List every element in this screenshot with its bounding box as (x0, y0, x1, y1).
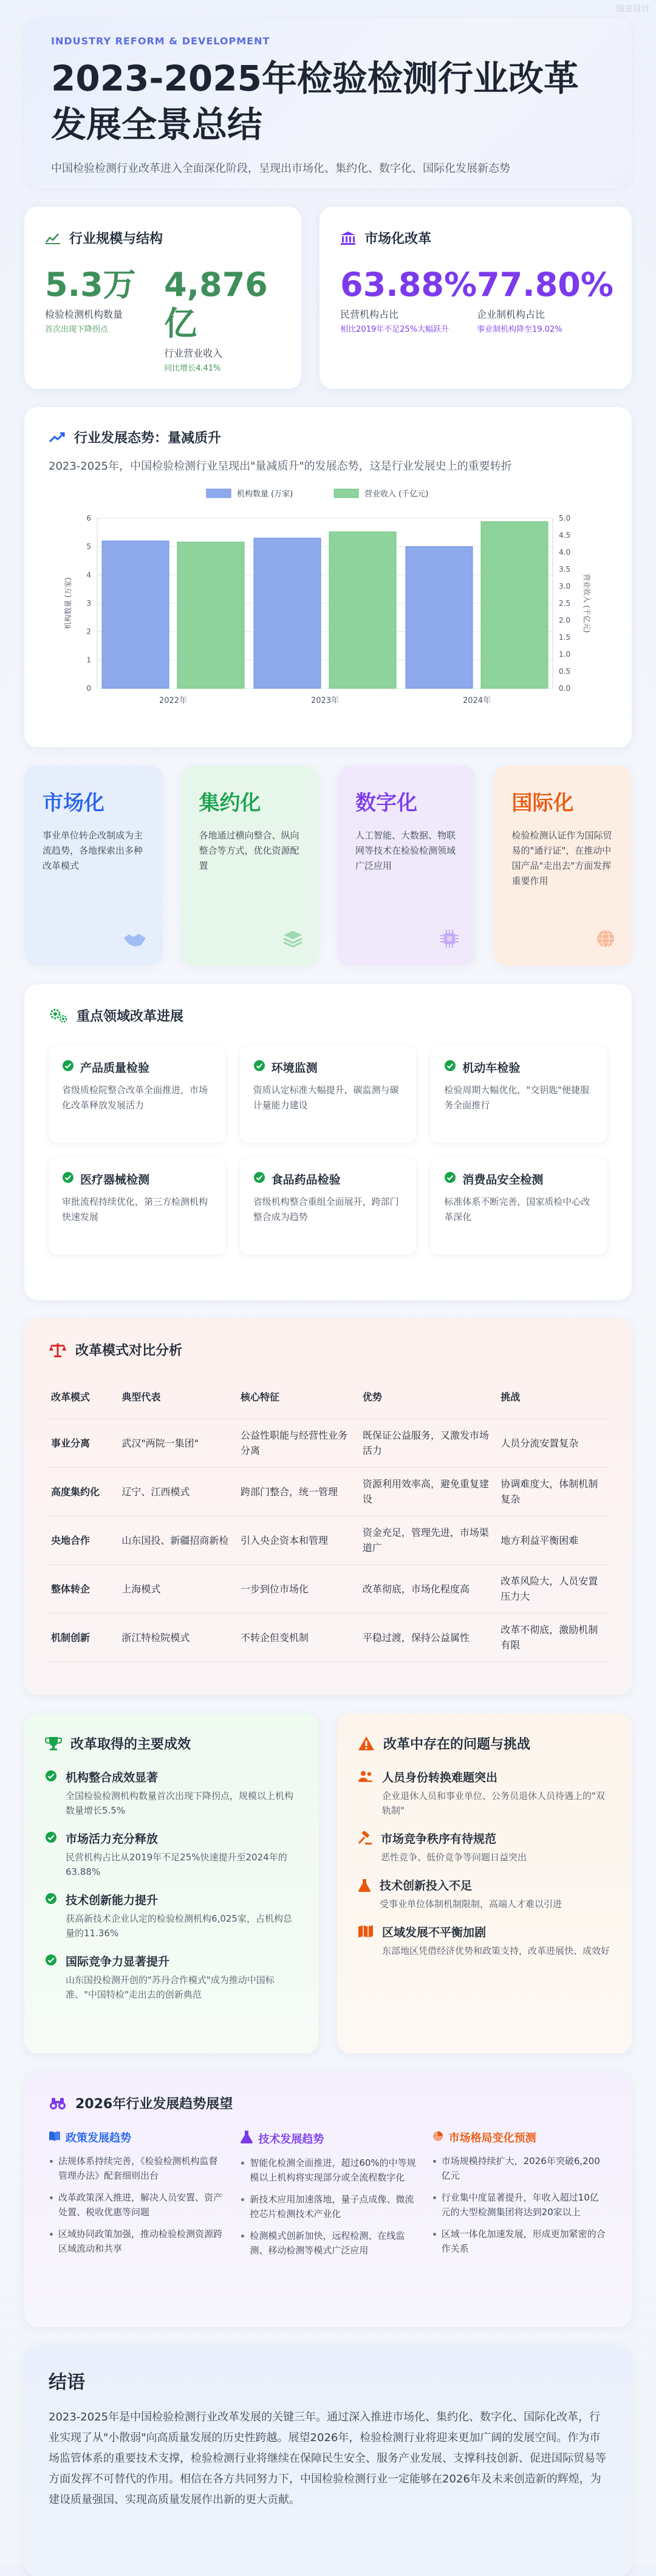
enterprise-share-note: 事业制机构降至19.02% (477, 325, 562, 334)
table-cell: 武汉"两院一集团" (119, 1419, 238, 1467)
comparison-card-title: 改革模式对比分析 (75, 1343, 183, 1358)
challenge-item (358, 1923, 611, 1958)
challenge-item (358, 1830, 611, 1865)
warning-icon (358, 1736, 375, 1752)
book-icon (49, 2131, 61, 2145)
progress-item (49, 1157, 225, 1255)
table-header-cell: 优势 (360, 1376, 498, 1419)
trend-tile (494, 766, 632, 966)
y-left-tick-label: 4 (86, 570, 91, 580)
private-share-value: 63.88% (340, 265, 477, 304)
y-right-tick-label: 3.5 (559, 565, 571, 574)
revenue-label: 行业营业收入 (164, 348, 223, 359)
achievement-head: 机构整合成效显著 (66, 1771, 159, 1784)
trend-tile (337, 766, 476, 966)
progress-card (24, 984, 632, 1300)
hero-header (24, 18, 632, 188)
table-header-cell: 核心特征 (238, 1376, 360, 1419)
x-tick-label: 2023年 (310, 696, 340, 705)
flask-icon (240, 2129, 253, 2147)
table-cell: 事业分离 (49, 1419, 119, 1467)
map-icon (358, 1925, 374, 1958)
progress-card-title: 重点领域改革进展 (77, 1009, 184, 1024)
outlook-list-item: 新技术应用加速落地，量子点成像、微流控芯片检测技术产业化 (240, 2192, 415, 2221)
table-cell: 人员分流安置复杂 (498, 1419, 607, 1467)
handshake-icon (123, 931, 147, 951)
y-right-tick-label: 1.5 (559, 633, 571, 642)
y-right-tick-label: 2.5 (559, 599, 571, 608)
bar-institutions (102, 541, 169, 688)
table-cell: 协调难度大，体制机制复杂 (498, 1467, 607, 1516)
y-right-tick-label: 3.0 (559, 582, 571, 591)
chip-icon (439, 928, 460, 951)
progress-item-text: 省级机构整合重组全面展开，跨部门整合成为趋势 (253, 1196, 399, 1222)
legend-label: 营业收入 (千亿元) (364, 490, 429, 499)
table-cell: 改革彻底，市场化程度高 (360, 1564, 498, 1613)
table-cell: 跨部门整合，统一管理 (238, 1467, 360, 1516)
revenue-value: 4,876亿 (164, 265, 268, 343)
table-cell: 央地合作 (49, 1516, 119, 1564)
trend-chart-card (24, 407, 632, 747)
globe-icon (595, 928, 616, 951)
challenge-head: 技术创新投入不足 (380, 1879, 473, 1893)
check-circle-icon (62, 1060, 74, 1075)
challenges-title: 改革中存在的问题与挑战 (383, 1737, 531, 1752)
outlook-list-item: 区域一体化加速发展，形成更加紧密的合作关系 (432, 2227, 607, 2256)
progress-item-title: 食品药品检验 (271, 1173, 341, 1187)
gears-icon (49, 1008, 68, 1024)
scale-card (24, 207, 301, 389)
achievements-card (24, 1713, 319, 2054)
achievements-title: 改革取得的主要成效 (70, 1737, 191, 1752)
x-tick-label: 2022年 (159, 696, 188, 705)
outlook-list-item: 市场规模持续扩大，2026年突破6,200亿元 (432, 2154, 607, 2183)
conclusion-text: 2023-2025年是中国检验检测行业改革发展的关键三年。通过深入推进市场化、集约化、数字化、国际化改革，行业实现了从"小散弱"向高质量发展的历史性跨越。展望2026年，检验检测行业将迎来更加广阔的发展空间。作为市场监管体系的重要技术支撑，检验检测行业将继续在保障民生安全、服务产业发展、支撑科技创新、促进国际贸易等方面发挥不可替代的作用。相信在各方共同努力下，中国检验检测行业一定能够在2026年及未来创造新的辉煌，为建设质量强国、实现高质量发展作出新的更大贡献。 (49, 2411, 606, 2506)
check-circle-icon (62, 1171, 74, 1187)
achievement-item (45, 1891, 298, 1941)
progress-item (431, 1157, 607, 1255)
y-left-tick-label: 3 (86, 599, 91, 608)
trend-tile-title: 市场化 (43, 791, 104, 815)
outlook-list-item: 改革政策深入推进，解决人员安置、资产处置、税收优惠等问题 (49, 2190, 224, 2219)
challenge-item (358, 1877, 611, 1911)
outlook-list-item: 法规体系持续完善，《检验检测机构监督管理办法》配套细则出台 (49, 2154, 224, 2183)
challenge-text: 企业退休人员和事业单位、公务员退休人员待遇上的"双轨制" (382, 1790, 605, 1816)
watermark: 图虫设计 (616, 4, 650, 14)
outlook-card (24, 2072, 632, 2327)
progress-item (431, 1046, 607, 1143)
check-circle-icon (45, 1831, 57, 1879)
challenge-item (358, 1769, 611, 1818)
private-share-label: 民营机构占比 (340, 309, 399, 320)
progress-item-text: 检验周期大幅优化，"交钥匙"便捷服务全面推行 (444, 1084, 590, 1111)
table-cell: 上海模式 (119, 1564, 238, 1613)
table-cell: 既保证公益服务，又激发市场活力 (360, 1419, 498, 1467)
achievement-item (45, 1769, 298, 1818)
line-chart-icon (45, 231, 61, 245)
table-cell: 整体转企 (49, 1564, 119, 1613)
check-circle-icon (444, 1060, 456, 1075)
y-right-axis-label: 营业收入 (千亿元) (583, 574, 591, 633)
scale-card-title: 行业规模与结构 (69, 231, 163, 247)
trend-tile-text: 事业单位转企改制成为主流趋势，各地探索出多种改革模式 (43, 830, 143, 871)
achievement-head: 国际竞争力显著提升 (66, 1955, 170, 1968)
outlook-column-head: 技术发展趋势 (258, 2132, 324, 2146)
table-row (49, 1564, 607, 1613)
challenge-text: 东部地区凭借经济优势和政策支持，改革进展快、成效好 (382, 1945, 610, 1956)
progress-item (240, 1046, 417, 1143)
x-tick-label: 2024年 (462, 696, 491, 705)
conclusion-card (24, 2345, 632, 2576)
y-left-axis-label: 机构数量 (万家) (64, 577, 72, 629)
table-cell: 改革不彻底，激励机制有限 (498, 1613, 607, 1662)
trend-tile-title: 数字化 (355, 791, 417, 815)
progress-item-title: 消费品安全检测 (462, 1173, 544, 1187)
trend-tile (181, 766, 319, 966)
achievement-text: 全国检验检测机构数量首次出现下降拐点，规模以上机构数量增长5.5% (66, 1790, 294, 1816)
trend-tile-text: 人工智能、大数据、物联网等技术在检验检测领域广泛应用 (355, 830, 456, 871)
achievement-text: 山东国投检测开创的"苏丹合作模式"成为推动中国标准、"中国特检"走出去的创新典范 (66, 1975, 275, 2000)
page-title: 2023-2025年检验检测行业改革发展全景总结 (51, 58, 579, 145)
achievement-text: 获高新技术企业认定的检验检测机构6,025家，占机构总量的11.36% (66, 1913, 292, 1939)
pie-chart-icon (432, 2130, 444, 2145)
progress-item-text: 资质认定标准大幅提升，碳监测与碳计量能力建设 (253, 1084, 399, 1111)
table-cell: 浙江特检院模式 (119, 1613, 238, 1662)
challenge-head: 市场竞争秩序有待规范 (381, 1832, 497, 1846)
market-card (319, 207, 632, 389)
outlook-title: 2026年行业发展趋势展望 (75, 2097, 233, 2112)
outlook-column (49, 2129, 224, 2265)
y-right-tick-label: 4.0 (559, 548, 571, 557)
achievement-item (45, 1953, 298, 2002)
outlook-list-item: 区域协同政策加强，推动检验检测资源跨区域流动和共享 (49, 2227, 224, 2256)
progress-item-text: 标准体系不断完善，国家质检中心改革深化 (444, 1196, 590, 1222)
trend-tile-text: 检验检测认证作为国际贸易的"通行证"，在推动中国产品"走出去"方面发挥重要作用 (511, 830, 612, 886)
legend-swatch (334, 489, 358, 498)
bar-revenue (481, 522, 548, 688)
table-header-cell: 改革模式 (49, 1376, 119, 1419)
progress-item-title: 机动车检验 (462, 1061, 521, 1075)
progress-item-title: 产品质量检验 (80, 1061, 150, 1075)
bank-icon (340, 231, 356, 245)
table-cell: 高度集约化 (49, 1467, 119, 1516)
check-circle-icon (253, 1171, 265, 1187)
y-right-tick-label: 2.0 (559, 616, 571, 625)
y-left-tick-label: 2 (86, 627, 91, 636)
hero-kicker: INDUSTRY REFORM & DEVELOPMENT (51, 35, 270, 47)
trend-up-icon (49, 431, 66, 444)
trend-tile-title: 集约化 (199, 791, 261, 815)
people-icon (358, 1770, 374, 1818)
bar-institutions (406, 547, 473, 688)
table-row (49, 1419, 607, 1467)
bar-institutions (254, 538, 321, 688)
table-row (49, 1467, 607, 1516)
table-cell: 引入央企资本和管理 (238, 1516, 360, 1564)
flask-icon (358, 1878, 371, 1911)
private-share-note: 相比2019年不足25%大幅跃升 (340, 325, 449, 334)
challenge-head: 人员身份转换难题突出 (382, 1771, 498, 1784)
legend-label: 机构数量 (万家) (237, 490, 293, 499)
table-cell: 机制创新 (49, 1613, 119, 1662)
legend-swatch (207, 489, 231, 498)
check-circle-icon (45, 1954, 57, 2002)
outlook-list-item: 检测模式创新加快，远程检测、在线监测、移动检测等模式广泛应用 (240, 2228, 415, 2258)
comparison-table (49, 1376, 607, 1662)
achievement-head: 技术创新能力提升 (66, 1894, 159, 1907)
table-cell: 平稳过渡，保持公益属性 (360, 1613, 498, 1662)
table-cell: 一步到位市场化 (238, 1564, 360, 1613)
outlook-column (240, 2129, 415, 2265)
table-header-cell: 典型代表 (119, 1376, 238, 1419)
progress-item (240, 1157, 417, 1255)
y-left-tick-label: 5 (86, 542, 91, 551)
y-right-tick-label: 0.0 (559, 684, 571, 693)
table-cell: 资金充足，管理先进，市场渠道广 (360, 1516, 498, 1564)
outlook-list-item: 行业集中度显著提升，年收入超过10亿元的大型检测集团将达到20家以上 (432, 2190, 607, 2219)
outlook-list-item: 智能化检测全面推进，超过60%的中等规模以上机构将实现部分或全流程数字化 (240, 2156, 415, 2185)
binoculars-icon (49, 2096, 67, 2111)
table-cell: 不转企但变机制 (238, 1613, 360, 1662)
y-left-tick-label: 1 (86, 656, 91, 665)
challenge-text: 恶性竞争、低价竞争等问题日益突出 (381, 1852, 527, 1863)
y-right-tick-label: 4.5 (559, 531, 571, 540)
trend-tile (24, 766, 163, 966)
achievement-item (45, 1830, 298, 1879)
enterprise-share-value: 77.80% (477, 265, 613, 304)
bar-revenue (329, 532, 396, 688)
conclusion-title: 结语 (49, 2372, 85, 2393)
check-circle-icon (45, 1893, 57, 1941)
outlook-column-head: 政策发展趋势 (66, 2132, 131, 2145)
institution-count-value: 5.3万 (45, 265, 136, 304)
trend-card-title: 行业发展态势：量减质升 (74, 431, 222, 446)
revenue-note: 同比增长4.41% (164, 364, 221, 373)
progress-item-text: 审批流程持续优化，第三方检测机构快速发展 (62, 1196, 208, 1222)
table-header-cell: 挑战 (498, 1376, 607, 1419)
outlook-column (432, 2129, 607, 2265)
table-row (49, 1613, 607, 1662)
progress-item-title: 环境监测 (271, 1061, 318, 1075)
page-subtitle: 中国检验检测行业改革进入全面深化阶段，呈现出市场化、集约化、数字化、国际化发展新态势 (51, 162, 510, 175)
progress-item (49, 1046, 225, 1143)
check-circle-icon (45, 1770, 57, 1818)
outlook-column-head: 市场格局变化预测 (448, 2132, 536, 2145)
y-right-tick-label: 0.5 (559, 667, 571, 676)
challenge-head: 区域发展不平衡加剧 (382, 1926, 487, 1939)
y-right-tick-label: 1.0 (559, 650, 571, 659)
table-cell: 山东国投、新疆招商新检 (119, 1516, 238, 1564)
gavel-icon (358, 1831, 372, 1865)
bar-revenue (177, 542, 244, 688)
achievement-head: 市场活力充分释放 (66, 1832, 159, 1846)
check-circle-icon (444, 1171, 456, 1187)
layers-icon (282, 930, 303, 951)
trend-tile-title: 国际化 (511, 791, 574, 815)
institution-count-label: 检验检测机构数量 (45, 309, 123, 320)
institution-count-note: 首次出现下降拐点 (45, 325, 109, 334)
table-row (49, 1516, 607, 1564)
check-circle-icon (253, 1060, 265, 1075)
challenge-text: 受事业单位体制机制限制，高端人才难以引进 (380, 1899, 562, 1910)
table-cell: 地方利益平衡困难 (498, 1516, 607, 1564)
comparison-card (24, 1318, 632, 1695)
challenges-card (337, 1713, 632, 2054)
trend-card-description: 2023-2025年，中国检验检测行业呈现出"量减质升"的发展态势，这是行业发展史上的重要转折 (49, 460, 512, 473)
enterprise-share-label: 企业制机构占比 (477, 309, 545, 320)
table-cell: 辽宁、江西模式 (119, 1467, 238, 1516)
y-left-tick-label: 6 (86, 514, 91, 522)
market-card-title: 市场化改革 (364, 231, 432, 247)
table-cell: 改革风险大，人员安置压力大 (498, 1564, 607, 1613)
trophy-icon (45, 1736, 62, 1752)
y-right-tick-label: 5.0 (559, 514, 571, 522)
scales-icon (49, 1342, 67, 1358)
bar-chart (49, 482, 607, 725)
table-cell: 公益性职能与经营性业务分离 (238, 1419, 360, 1467)
achievement-text: 民营机构占比从2019年不足25%快速提升至2024年的63.88% (66, 1852, 287, 1877)
table-cell: 资源利用效率高，避免重复建设 (360, 1467, 498, 1516)
trend-tile-text: 各地通过横向整合、纵向整合等方式，优化资源配置 (199, 830, 299, 871)
progress-item-text: 省级质检院整合改革全面推进，市场化改革释放发展活力 (62, 1084, 208, 1111)
progress-item-title: 医疗器械检测 (80, 1173, 150, 1187)
y-left-tick-label: 0 (86, 684, 91, 693)
